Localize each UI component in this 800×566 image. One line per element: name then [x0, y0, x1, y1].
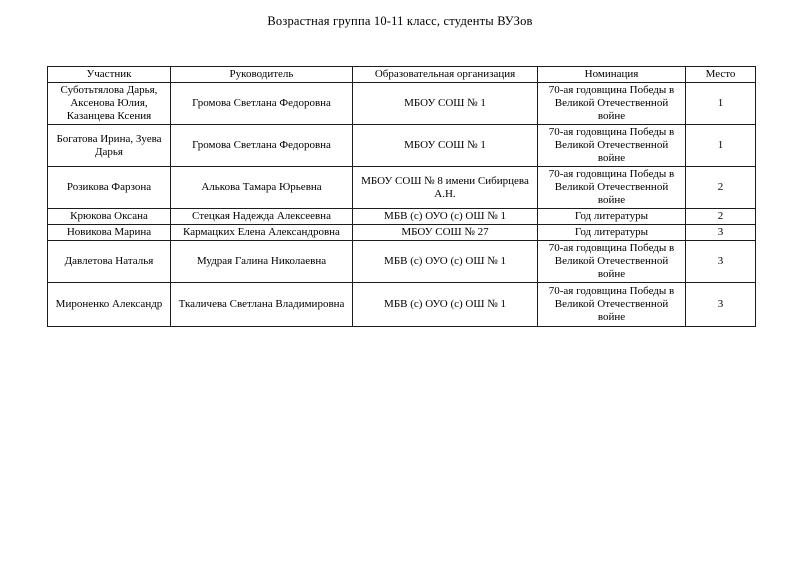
cell-participant: Суботьтялова Дарья, Аксенова Юлия, Казанцева Ксения — [48, 83, 171, 125]
cell-participant: Богатова Ирина, Зуева Дарья — [48, 125, 171, 167]
cell-place: 1 — [686, 125, 756, 167]
table-row — [48, 225, 756, 241]
cell-nomination: Год литературы — [538, 209, 686, 225]
column-header-place: Место — [686, 67, 756, 83]
cell-supervisor: Мудрая Галина Николаевна — [171, 241, 353, 283]
table-row — [48, 209, 756, 225]
table-row — [48, 167, 756, 209]
cell-place: 3 — [686, 241, 756, 283]
cell-organization: МБВ (с) ОУО (с) ОШ № 1 — [353, 283, 538, 327]
column-header-nomination: Номинация — [538, 67, 686, 83]
cell-place: 3 — [686, 283, 756, 327]
table-row — [48, 283, 756, 327]
cell-supervisor: Громова Светлана Федоровна — [171, 125, 353, 167]
cell-nomination: 70-ая годовщина Победы в Великой Отечественной войне — [538, 241, 686, 283]
cell-supervisor: Ткаличева Светлана Владимировна — [171, 283, 353, 327]
column-header-organization: Образовательная организация — [353, 67, 538, 83]
cell-supervisor: Громова Светлана Федоровна — [171, 83, 353, 125]
cell-organization: МБОУ СОШ № 1 — [353, 125, 538, 167]
results-table — [47, 66, 756, 327]
cell-organization: МБОУ СОШ № 27 — [353, 225, 538, 241]
table-row — [48, 83, 756, 125]
cell-place: 3 — [686, 225, 756, 241]
cell-nomination: Год литературы — [538, 225, 686, 241]
cell-place: 2 — [686, 209, 756, 225]
cell-nomination: 70-ая годовщина Победы в Великой Отечественной войне — [538, 83, 686, 125]
page-title: Возрастная группа 10-11 класс, студенты ВУЗов — [267, 14, 533, 28]
column-header-participant: Участник — [48, 67, 171, 83]
cell-supervisor: Стецкая Надежда Алексеевна — [171, 209, 353, 225]
cell-nomination: 70-ая годовщина Победы в Великой Отечественной войне — [538, 167, 686, 209]
cell-participant: Новикова Марина — [48, 225, 171, 241]
cell-participant: Давлетова Наталья — [48, 241, 171, 283]
cell-participant: Мироненко Александр — [48, 283, 171, 327]
cell-organization: МБОУ СОШ № 1 — [353, 83, 538, 125]
cell-nomination: 70-ая годовщина Победы в Великой Отечественной войне — [538, 283, 686, 327]
cell-supervisor: Кармацких Елена Александровна — [171, 225, 353, 241]
cell-place: 1 — [686, 83, 756, 125]
cell-nomination: 70-ая годовщина Победы в Великой Отечественной войне — [538, 125, 686, 167]
table-header-row — [48, 67, 756, 83]
cell-organization: МБВ (с) ОУО (с) ОШ № 1 — [353, 209, 538, 225]
cell-participant: Крюкова Оксана — [48, 209, 171, 225]
table-row — [48, 125, 756, 167]
cell-participant: Розикова Фарзона — [48, 167, 171, 209]
cell-supervisor: Алькова Тамара Юрьевна — [171, 167, 353, 209]
cell-organization: МБВ (с) ОУО (с) ОШ № 1 — [353, 241, 538, 283]
table-row — [48, 241, 756, 283]
column-header-supervisor: Руководитель — [171, 67, 353, 83]
cell-place: 2 — [686, 167, 756, 209]
cell-organization: МБОУ СОШ № 8 имени Сибирцева А.Н. — [353, 167, 538, 209]
